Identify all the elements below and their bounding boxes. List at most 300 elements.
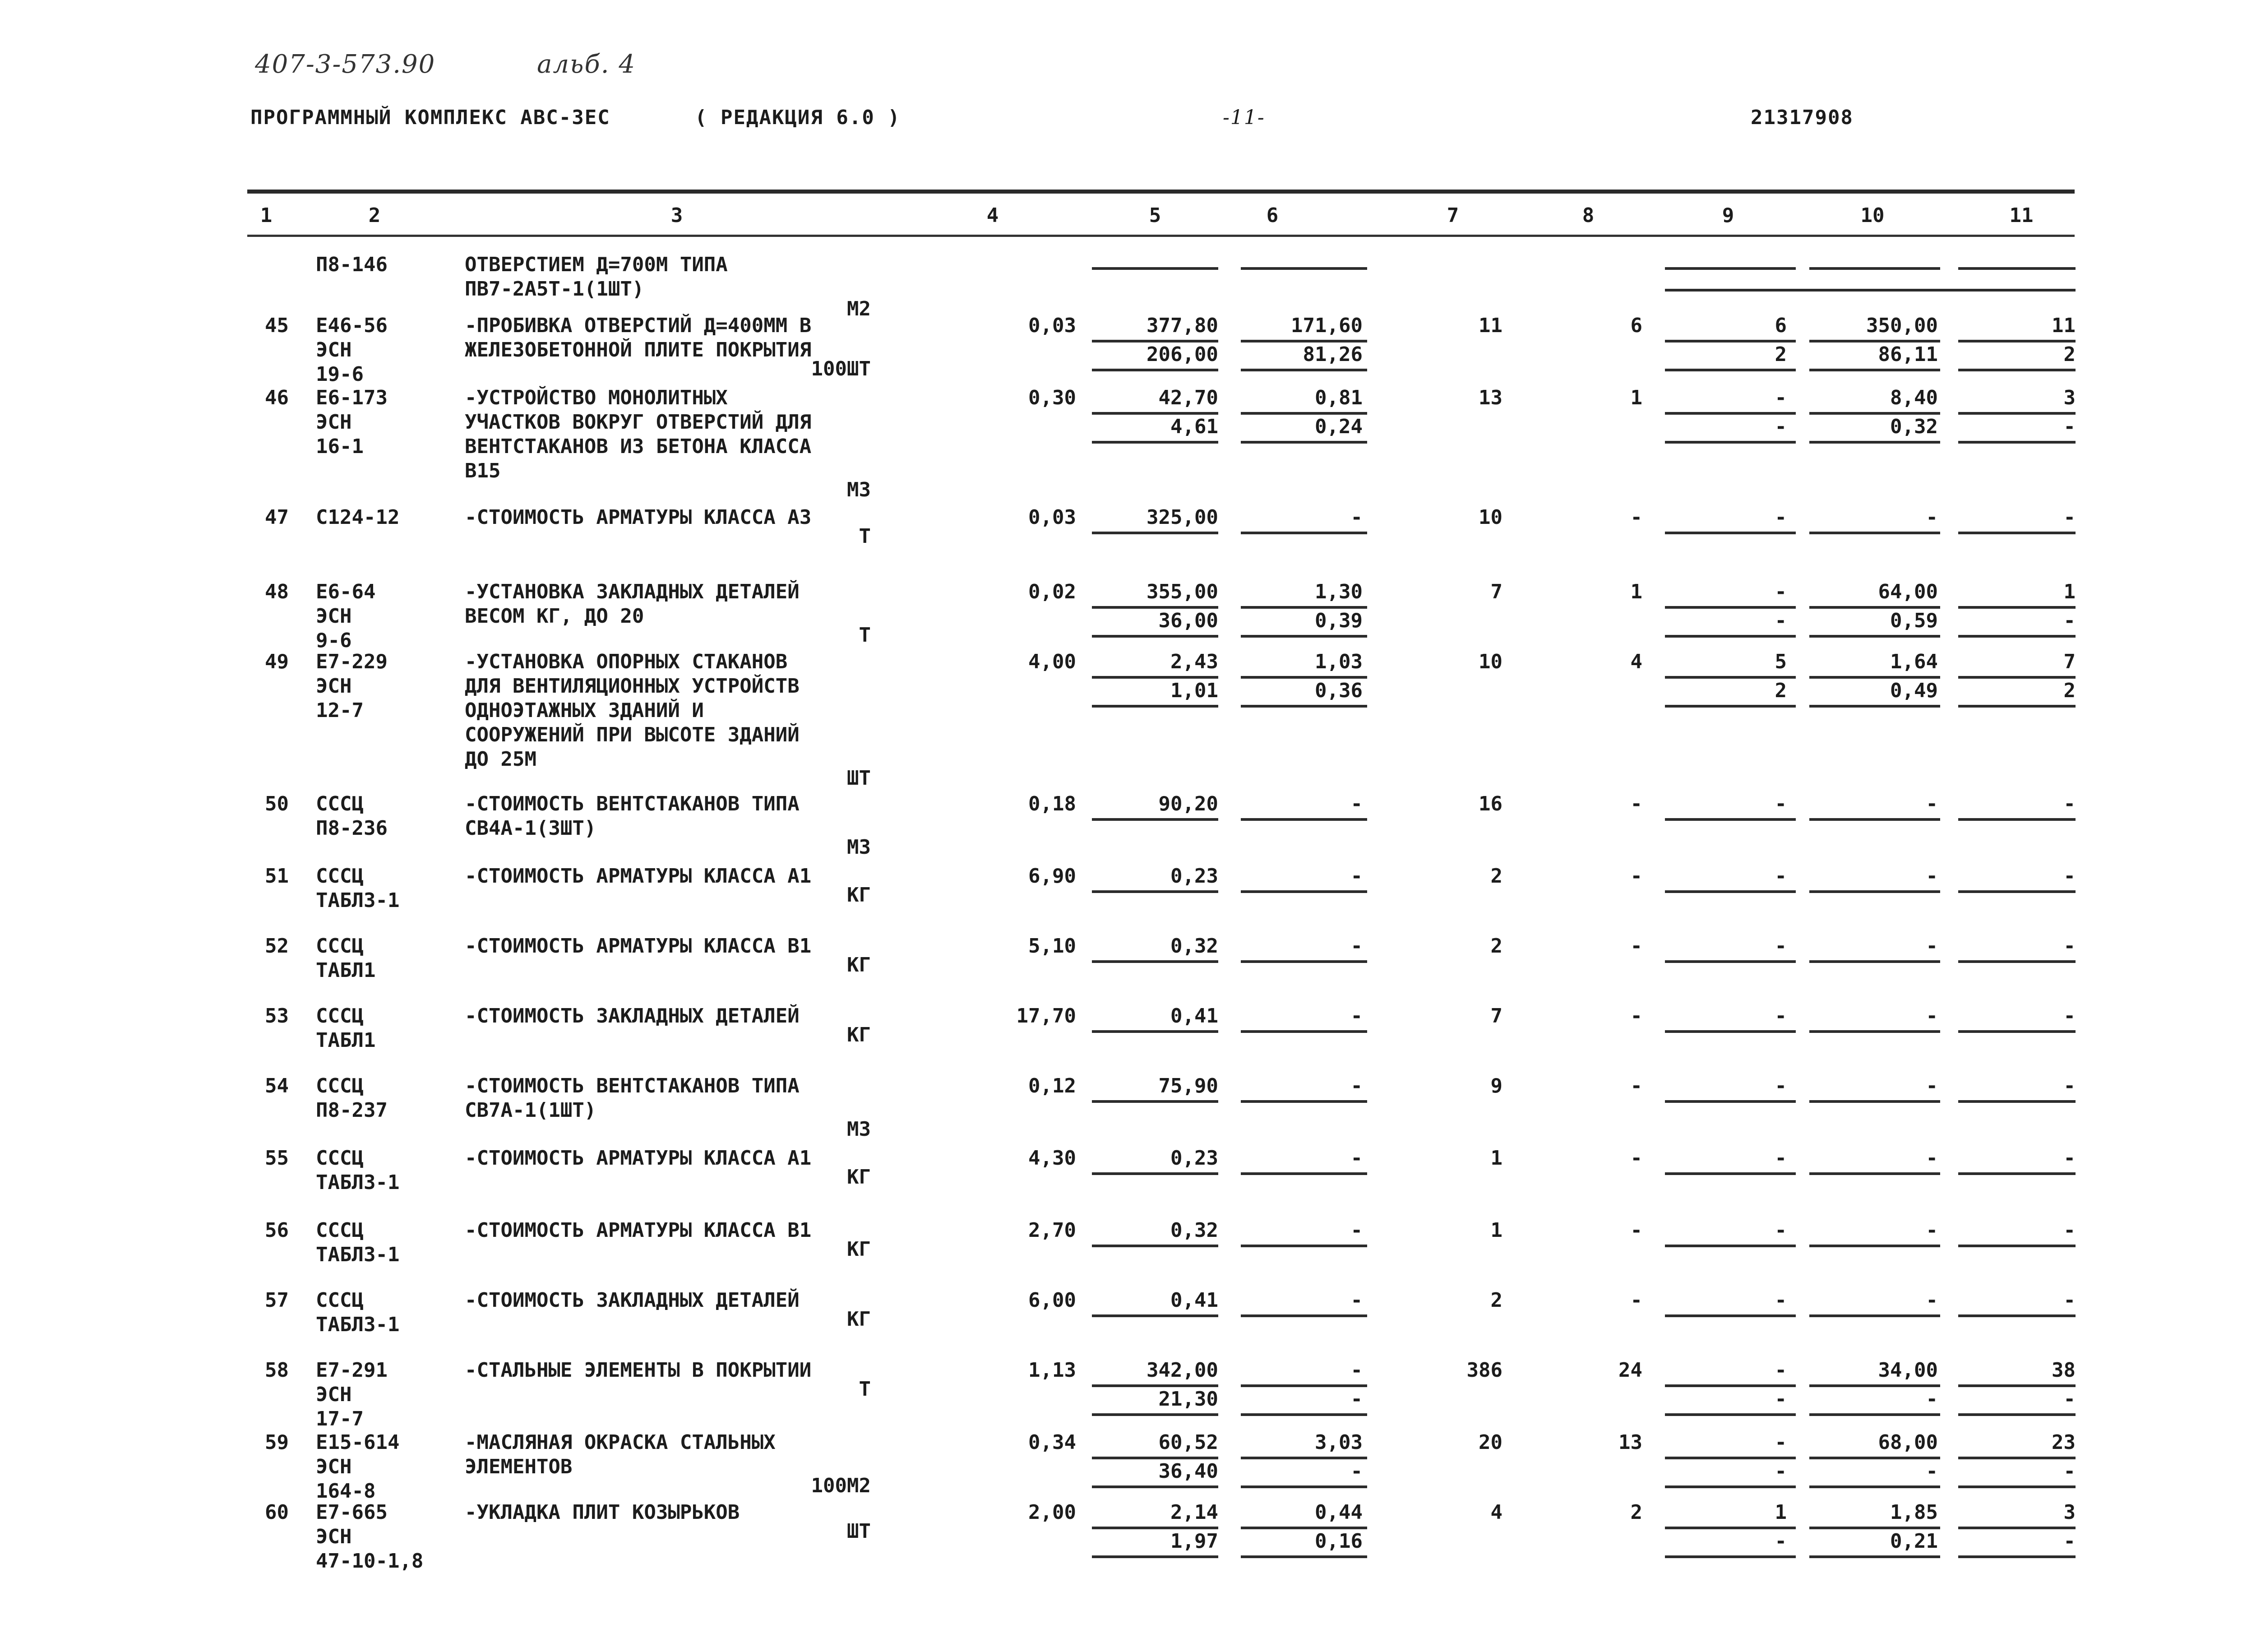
cell-c7: 16 xyxy=(1479,792,1502,815)
row-description: -СТОИМОСТЬ АРМАТУРЫ КЛАССА А1 xyxy=(465,865,812,888)
sub-cell-c6: 0,36 xyxy=(1315,679,1363,702)
row-underline xyxy=(1092,1100,1218,1103)
cell-c6: 171,60 xyxy=(1291,314,1363,337)
row-unit: КГ xyxy=(847,1308,871,1331)
cell-c7: 4 xyxy=(1490,1501,1502,1524)
lead-item-rule xyxy=(1241,267,1367,270)
row-sub-underline xyxy=(1958,441,2076,444)
cell-c4: 0,03 xyxy=(1028,506,1076,529)
row-underline xyxy=(1958,1314,2076,1317)
cell-c5: 0,32 xyxy=(1170,1219,1218,1242)
row-code: ЭСН xyxy=(316,1525,352,1548)
row-number: 56 xyxy=(265,1219,289,1242)
row-code: 16-1 xyxy=(316,435,364,458)
row-unit: 100М2 xyxy=(811,1474,871,1497)
sub-cell-c9: - xyxy=(1775,1530,1787,1553)
sub-cell-c6: - xyxy=(1350,1388,1363,1411)
sub-cell-c6: - xyxy=(1350,1460,1363,1483)
row-sub-underline xyxy=(1958,1485,2076,1488)
row-code: ЭСН xyxy=(316,675,352,698)
row-description: -УКЛАДКА ПЛИТ КОЗЫРЬКОВ xyxy=(465,1501,740,1524)
row-underline xyxy=(1809,1100,1940,1103)
cell-c11: - xyxy=(2063,792,2076,815)
row-sub-underline xyxy=(1092,705,1218,708)
sub-cell-c11: - xyxy=(2063,1530,2076,1553)
row-underline xyxy=(1665,1030,1796,1033)
row-unit: КГ xyxy=(847,884,871,907)
row-code: СССЦ xyxy=(316,1147,364,1170)
cell-c9: - xyxy=(1775,506,1787,529)
row-code: ТАБЛ3-1 xyxy=(316,1313,400,1336)
sub-cell-c6: 0,39 xyxy=(1315,609,1363,632)
cell-c5: 0,23 xyxy=(1170,1147,1218,1170)
cell-c5: 0,23 xyxy=(1170,865,1218,888)
row-number: 54 xyxy=(265,1074,289,1097)
cell-c5: 75,90 xyxy=(1158,1074,1218,1097)
lead-item-rule xyxy=(1092,267,1218,270)
cell-c6: - xyxy=(1350,1359,1363,1382)
cell-c7: 7 xyxy=(1490,1004,1502,1027)
cell-c6: 1,30 xyxy=(1315,580,1363,603)
program-title: ПРОГРАММНЫЙ КОМПЛЕКС АВС-3ЕС xyxy=(250,106,610,129)
cell-c4: 17,70 xyxy=(1016,1004,1076,1027)
row-underline xyxy=(1665,1245,1796,1247)
cell-c10: 350,00 xyxy=(1866,314,1938,337)
cell-c7: 386 xyxy=(1466,1359,1502,1382)
row-sub-underline xyxy=(1809,1413,1940,1416)
row-unit: ШТ xyxy=(847,1520,871,1543)
cell-c8: 2 xyxy=(1630,1501,1642,1524)
row-description: ВЕНТСТАКАНОВ ИЗ БЕТОНА КЛАССА xyxy=(465,435,812,458)
row-underline xyxy=(1092,1172,1218,1175)
cell-c11: 11 xyxy=(2052,314,2076,337)
column-header-4: 4 xyxy=(986,204,999,227)
cell-c4: 4,00 xyxy=(1028,650,1076,673)
cell-c8: - xyxy=(1630,1147,1642,1170)
row-code: СССЦ xyxy=(316,935,364,958)
document-code: 21317908 xyxy=(1751,106,1854,129)
row-unit: Т xyxy=(859,1378,871,1401)
row-code: Е6-64 xyxy=(316,580,376,603)
row-description: -СТОИМОСТЬ АРМАТУРЫ КЛАССА В1 xyxy=(465,935,812,958)
cell-c6: 0,81 xyxy=(1315,386,1363,409)
cell-c5: 325,00 xyxy=(1146,506,1218,529)
row-description: -СТОИМОСТЬ АРМАТУРЫ КЛАССА А3 xyxy=(465,506,812,529)
cell-c10: 64,00 xyxy=(1878,580,1938,603)
row-code: 164-8 xyxy=(316,1480,376,1503)
row-description: СВ4А-1(3ШТ) xyxy=(465,817,596,840)
row-code: П8-237 xyxy=(316,1099,388,1122)
cell-c8: - xyxy=(1630,792,1642,815)
column-header-9: 9 xyxy=(1722,204,1734,227)
cell-c10: - xyxy=(1926,1147,1938,1170)
row-unit: 100ШТ xyxy=(811,357,871,380)
cell-c11: - xyxy=(2063,1219,2076,1242)
row-number: 51 xyxy=(265,865,289,888)
row-code: 19-6 xyxy=(316,363,364,386)
row-code: СССЦ xyxy=(316,1289,364,1312)
row-description: -СТАЛЬНЫЕ ЭЛЕМЕНТЫ В ПОКРЫТИИ xyxy=(465,1359,812,1382)
cell-c8: - xyxy=(1630,1219,1642,1242)
cell-c9: - xyxy=(1775,580,1787,603)
row-sub-underline xyxy=(1958,1555,2076,1558)
row-description: -СТОИМОСТЬ ВЕНТСТАКАНОВ ТИПА xyxy=(465,792,800,815)
row-code: 47-10-1,8 xyxy=(316,1550,424,1573)
row-underline xyxy=(1241,960,1367,963)
row-underline xyxy=(1809,960,1940,963)
column-header-11: 11 xyxy=(2009,204,2034,227)
sub-cell-c11: - xyxy=(2063,415,2076,438)
cell-c11: - xyxy=(2063,1074,2076,1097)
cell-c11: 3 xyxy=(2063,1501,2076,1524)
cell-c6: 3,03 xyxy=(1315,1431,1363,1454)
cell-c4: 6,90 xyxy=(1028,865,1076,888)
cell-c4: 2,70 xyxy=(1028,1219,1076,1242)
cell-c5: 2,14 xyxy=(1170,1501,1218,1524)
sub-cell-c10: - xyxy=(1926,1388,1938,1411)
cell-c11: - xyxy=(2063,935,2076,958)
row-number: 45 xyxy=(265,314,289,337)
cell-c10: - xyxy=(1926,1219,1938,1242)
cell-c8: 1 xyxy=(1630,386,1642,409)
sub-cell-c10: - xyxy=(1926,1460,1938,1483)
cell-c6: - xyxy=(1350,1219,1363,1242)
sub-cell-c5: 206,00 xyxy=(1146,343,1218,366)
cell-c7: 10 xyxy=(1479,650,1502,673)
sub-cell-c10: 0,49 xyxy=(1890,679,1938,702)
row-sub-underline xyxy=(1092,1413,1218,1416)
row-description: -МАСЛЯНАЯ ОКРАСКА СТАЛЬНЫХ xyxy=(465,1431,776,1454)
cell-c10: 68,00 xyxy=(1878,1431,1938,1454)
row-underline xyxy=(1958,532,2076,534)
row-underline xyxy=(1809,818,1940,821)
cell-c6: - xyxy=(1350,1004,1363,1027)
row-sub-underline xyxy=(1665,1555,1796,1558)
row-code: ТАБЛ1 xyxy=(316,959,376,982)
row-code: ТАБЛ3-1 xyxy=(316,889,400,912)
row-number: 58 xyxy=(265,1359,289,1382)
lead-item-rule xyxy=(1809,267,1940,270)
row-underline xyxy=(1809,890,1940,893)
row-underline xyxy=(1809,532,1940,534)
row-code: Е7-291 xyxy=(316,1359,388,1382)
cell-c9: - xyxy=(1775,1004,1787,1027)
row-underline xyxy=(1092,1314,1218,1317)
row-code: СССЦ xyxy=(316,1074,364,1097)
cell-c8: 6 xyxy=(1630,314,1642,337)
lead-item-rule xyxy=(1958,267,2076,270)
row-underline xyxy=(1092,818,1218,821)
column-header-7: 7 xyxy=(1447,204,1459,227)
row-code: ЭСН xyxy=(316,605,352,628)
sub-cell-c6: 81,26 xyxy=(1303,343,1363,366)
row-underline xyxy=(1241,1314,1367,1317)
sub-cell-c9: - xyxy=(1775,415,1787,438)
column-header-2: 2 xyxy=(368,204,381,227)
row-number: 48 xyxy=(265,580,289,603)
cell-c7: 1 xyxy=(1490,1219,1502,1242)
cell-c10: 34,00 xyxy=(1878,1359,1938,1382)
cell-c5: 2,43 xyxy=(1170,650,1218,673)
cell-c6: - xyxy=(1350,1289,1363,1312)
row-code: ЭСН xyxy=(316,338,352,361)
row-sub-underline xyxy=(1809,369,1940,371)
row-description: -УСТРОЙСТВО МОНОЛИТНЫХ xyxy=(465,386,728,409)
row-sub-underline xyxy=(1241,369,1367,371)
cell-c11: 1 xyxy=(2063,580,2076,603)
row-description: -УСТАНОВКА ЗАКЛАДНЫХ ДЕТАЛЕЙ xyxy=(465,580,800,603)
row-underline xyxy=(1958,1245,2076,1247)
row-underline xyxy=(1958,1030,2076,1033)
cell-c9: - xyxy=(1775,1431,1787,1454)
row-underline xyxy=(1958,890,2076,893)
row-code: ЭСН xyxy=(316,411,352,434)
column-header-8: 8 xyxy=(1582,204,1595,227)
cell-c5: 0,41 xyxy=(1170,1289,1218,1312)
page-number: -11- xyxy=(1223,106,1265,129)
row-number: 46 xyxy=(265,386,289,409)
row-sub-underline xyxy=(1241,1413,1367,1416)
row-sub-underline xyxy=(1092,635,1218,638)
cell-c5: 0,41 xyxy=(1170,1004,1218,1027)
row-description: ЭЛЕМЕНТОВ xyxy=(465,1455,573,1478)
row-unit: Т xyxy=(859,624,871,647)
row-underline xyxy=(1092,1030,1218,1033)
row-sub-underline xyxy=(1092,369,1218,371)
table-header-rule xyxy=(247,235,2075,237)
cell-c4: 0,30 xyxy=(1028,386,1076,409)
row-underline xyxy=(1665,818,1796,821)
row-sub-underline xyxy=(1092,1485,1218,1488)
cell-c7: 9 xyxy=(1490,1074,1502,1097)
cell-c8: 1 xyxy=(1630,580,1642,603)
cell-c10: 1,85 xyxy=(1890,1501,1938,1524)
cell-c10: - xyxy=(1926,506,1938,529)
cell-c8: - xyxy=(1630,865,1642,888)
cell-c5: 60,52 xyxy=(1158,1431,1218,1454)
column-header-6: 6 xyxy=(1266,204,1279,227)
row-underline xyxy=(1092,1245,1218,1247)
edition-label: ( РЕДАКЦИЯ 6.0 ) xyxy=(695,106,901,129)
row-underline xyxy=(1241,1172,1367,1175)
row-unit: КГ xyxy=(847,1238,871,1261)
row-description: УЧАСТКОВ ВОКРУГ ОТВЕРСТИЙ ДЛЯ xyxy=(465,411,812,434)
row-underline xyxy=(1241,1245,1367,1247)
cell-c6: - xyxy=(1350,792,1363,815)
row-sub-underline xyxy=(1241,1555,1367,1558)
row-description: -ПРОБИВКА ОТВЕРСТИЙ Д=400ММ В xyxy=(465,314,812,337)
cell-c7: 11 xyxy=(1479,314,1502,337)
cell-c8: - xyxy=(1630,935,1642,958)
cell-c9: - xyxy=(1775,792,1787,815)
cell-c4: 2,00 xyxy=(1028,1501,1076,1524)
sub-cell-c10: 0,21 xyxy=(1890,1530,1938,1553)
sub-cell-c6: 0,16 xyxy=(1315,1530,1363,1553)
row-number: 53 xyxy=(265,1004,289,1027)
row-underline xyxy=(1809,1314,1940,1317)
cell-c6: - xyxy=(1350,1074,1363,1097)
cell-c7: 7 xyxy=(1490,580,1502,603)
cell-c8: 4 xyxy=(1630,650,1642,673)
cell-c5: 90,20 xyxy=(1158,792,1218,815)
row-code: 17-7 xyxy=(316,1407,364,1430)
row-code: П8-236 xyxy=(316,817,388,840)
cell-c7: 2 xyxy=(1490,865,1502,888)
cell-c8: - xyxy=(1630,506,1642,529)
cell-c4: 0,18 xyxy=(1028,792,1076,815)
row-sub-underline xyxy=(1809,1555,1940,1558)
sub-cell-c5: 21,30 xyxy=(1158,1388,1218,1411)
cell-c8: - xyxy=(1630,1074,1642,1097)
cell-c9: 5 xyxy=(1775,650,1787,673)
row-unit: КГ xyxy=(847,1023,871,1046)
row-description: СООРУЖЕНИЙ ПРИ ВЫСОТЕ ЗДАНИЙ xyxy=(465,723,800,746)
row-underline xyxy=(1241,890,1367,893)
row-code: СССЦ xyxy=(316,792,364,815)
row-underline xyxy=(1809,1030,1940,1033)
lead-item-rule xyxy=(1665,289,2076,292)
cell-c9: - xyxy=(1775,865,1787,888)
cell-c6: - xyxy=(1350,1147,1363,1170)
sub-cell-c5: 36,40 xyxy=(1158,1460,1218,1483)
cell-c11: 3 xyxy=(2063,386,2076,409)
row-description: -СТОИМОСТЬ АРМАТУРЫ КЛАССА А1 xyxy=(465,1147,812,1170)
row-underline xyxy=(1092,890,1218,893)
row-unit: ШТ xyxy=(847,767,871,790)
table-top-rule xyxy=(247,190,2075,194)
row-number: 50 xyxy=(265,792,289,815)
row-code: ТАБЛ3-1 xyxy=(316,1171,400,1194)
row-code: СССЦ xyxy=(316,1004,364,1027)
cell-c9: - xyxy=(1775,1359,1787,1382)
cell-c7: 1 xyxy=(1490,1147,1502,1170)
row-number: 49 xyxy=(265,650,289,673)
cell-c4: 0,02 xyxy=(1028,580,1076,603)
cell-c6: - xyxy=(1350,865,1363,888)
cell-c8: - xyxy=(1630,1004,1642,1027)
lead-item-code: П8-146 xyxy=(316,253,388,276)
row-code: С124-12 xyxy=(316,506,400,529)
row-sub-underline xyxy=(1809,1485,1940,1488)
row-underline xyxy=(1241,532,1367,534)
row-number: 57 xyxy=(265,1289,289,1312)
cell-c9: - xyxy=(1775,1219,1787,1242)
cell-c8: 13 xyxy=(1618,1431,1642,1454)
cell-c9: - xyxy=(1775,1289,1787,1312)
row-sub-underline xyxy=(1958,705,2076,708)
row-underline xyxy=(1665,1172,1796,1175)
column-header-5: 5 xyxy=(1149,204,1161,227)
cell-c7: 13 xyxy=(1479,386,1502,409)
row-sub-underline xyxy=(1665,705,1796,708)
row-sub-underline xyxy=(1665,635,1796,638)
cell-c9: 1 xyxy=(1775,1501,1787,1524)
row-sub-underline xyxy=(1665,1413,1796,1416)
row-sub-underline xyxy=(1958,369,2076,371)
row-code: Е7-665 xyxy=(316,1501,388,1524)
lead-item-description: ПВ7-2А5Т-1(1ШТ) xyxy=(465,278,644,301)
cell-c4: 4,30 xyxy=(1028,1147,1076,1170)
cell-c10: 8,40 xyxy=(1890,386,1938,409)
row-number: 60 xyxy=(265,1501,289,1524)
row-code: ТАБЛ3-1 xyxy=(316,1243,400,1266)
cell-c10: 1,64 xyxy=(1890,650,1938,673)
cell-c5: 0,32 xyxy=(1170,935,1218,958)
cell-c4: 0,03 xyxy=(1028,314,1076,337)
row-code: 12-7 xyxy=(316,699,364,722)
row-unit: КГ xyxy=(847,1166,871,1189)
cell-c11: 7 xyxy=(2063,650,2076,673)
cell-c11: - xyxy=(2063,1004,2076,1027)
sub-cell-c5: 1,97 xyxy=(1170,1530,1218,1553)
row-sub-underline xyxy=(1665,369,1796,371)
row-unit: М3 xyxy=(847,478,871,501)
cell-c4: 1,13 xyxy=(1028,1359,1076,1382)
cell-c10: - xyxy=(1926,935,1938,958)
sub-cell-c9: - xyxy=(1775,1388,1787,1411)
row-unit: Т xyxy=(859,525,871,548)
cell-c8: - xyxy=(1630,1289,1642,1312)
row-code: Е6-173 xyxy=(316,386,388,409)
sub-cell-c10: 0,59 xyxy=(1890,609,1938,632)
sub-cell-c9: 2 xyxy=(1775,679,1787,702)
sub-cell-c6: 0,24 xyxy=(1315,415,1363,438)
cell-c11: - xyxy=(2063,1147,2076,1170)
cell-c9: - xyxy=(1775,1147,1787,1170)
row-code: ЭСН xyxy=(316,1455,352,1478)
sub-cell-c11: - xyxy=(2063,1460,2076,1483)
row-underline xyxy=(1665,890,1796,893)
row-code: СССЦ xyxy=(316,865,364,888)
cell-c9: - xyxy=(1775,386,1787,409)
sub-cell-c5: 36,00 xyxy=(1158,609,1218,632)
sub-cell-c9: - xyxy=(1775,609,1787,632)
row-unit: КГ xyxy=(847,953,871,976)
row-underline xyxy=(1665,960,1796,963)
cell-c10: - xyxy=(1926,792,1938,815)
cell-c5: 355,00 xyxy=(1146,580,1218,603)
row-unit: М3 xyxy=(847,836,871,859)
sub-cell-c5: 1,01 xyxy=(1170,679,1218,702)
cell-c9: - xyxy=(1775,1074,1787,1097)
row-sub-underline xyxy=(1241,441,1367,444)
row-number: 52 xyxy=(265,935,289,958)
row-description: ВЕСОМ КГ, ДО 20 xyxy=(465,605,644,628)
cell-c4: 0,12 xyxy=(1028,1074,1076,1097)
row-underline xyxy=(1241,1030,1367,1033)
row-number: 55 xyxy=(265,1147,289,1170)
row-underline xyxy=(1958,818,2076,821)
row-code: 9-6 xyxy=(316,629,352,652)
row-sub-underline xyxy=(1958,1413,2076,1416)
cell-c6: - xyxy=(1350,935,1363,958)
row-unit: М3 xyxy=(847,1118,871,1141)
row-code: ТАБЛ1 xyxy=(316,1029,376,1052)
row-code: Е46-56 xyxy=(316,314,388,337)
cell-c9: - xyxy=(1775,935,1787,958)
row-description: ОДНОЭТАЖНЫХ ЗДАНИЙ И xyxy=(465,699,704,722)
sub-cell-c11: - xyxy=(2063,609,2076,632)
cell-c7: 20 xyxy=(1479,1431,1502,1454)
row-underline xyxy=(1241,1100,1367,1103)
row-underline xyxy=(1958,1172,2076,1175)
sub-cell-c10: 0,32 xyxy=(1890,415,1938,438)
cell-c6: 0,44 xyxy=(1315,1501,1363,1524)
cell-c9: 6 xyxy=(1775,314,1787,337)
cell-c10: - xyxy=(1926,1004,1938,1027)
row-underline xyxy=(1665,532,1796,534)
column-header-10: 10 xyxy=(1860,204,1885,227)
